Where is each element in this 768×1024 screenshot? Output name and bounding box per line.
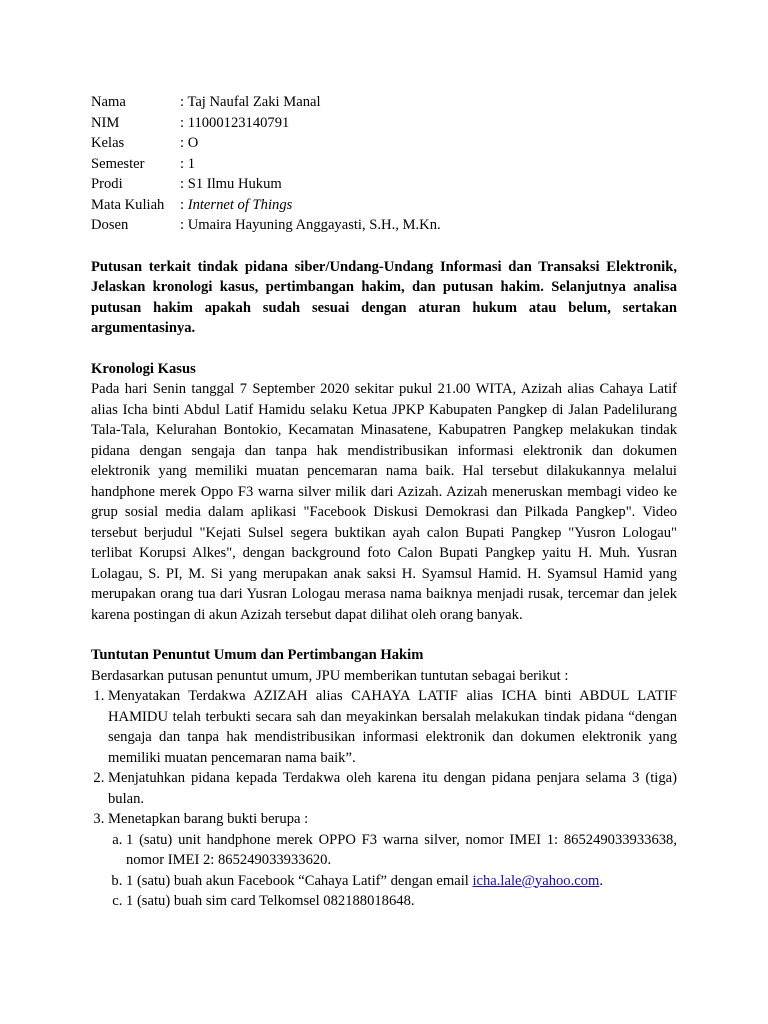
info-row-prodi	[91, 174, 677, 195]
info-value	[180, 195, 677, 216]
info-label: Nama	[91, 94, 126, 110]
info-row-mata-kuliah	[91, 195, 677, 216]
info-label: Mata Kuliah	[91, 196, 165, 213]
list-item: 1. Menyatakan Terdakwa AZIZAH alias CAHAYA LATIF alias ICHA binti ABDUL LATIF HAMIDU telah terbukti secara sah dan meyakinkan bersalah melakukan tindak pidana “dengan sengaja dan tanpa hak mendistribusikan informasi elektronik dan dokumen elektronik yang memiliki muatan pencemaran nama baik”.	[108, 686, 677, 768]
chronology-paragraph: Pada hari Senin tanggal 7 September 2020 sekitar pukul 21.00 WITA, Azizah alias Cahaya Latif alias Icha binti Abdul Latif Hamidu selaku Ketua JPKP Kabupaten Pangkep di Jalan Padelilurang Tala-Tala, Kelurahan Bontokio, Kecamatan Minasatene, Kabupatren Pangkep melakukan tindak pidana dengan sengaja dan tanpa hak mendistribusikan informasi elektronik dan dokumen elektronik yang memiliki muatan pencemaran nama baik. Hal tersebut dilakukannya melalui handphone merek Oppo F3 warna silver milik dari Azizah. Azizah meneruskan membagi video ke grup sosial media dalam aplikasi "Facebook Diskusi Demokrasi dan Pilkada Pangkep". Video tersebut berjudul "Kejati Sulsel segera buktikan ayah calon Bupati Pangkep "Yusron Lologau" terlibat Korupsi Alkes", dengan background foto Calon Bupati Pangkep yaitu H. Muh. Yusran Lolagau, S. PI, M. Si yang merupakan anak saksi H. Syamsul Hamid. H. Syamsul Hamid yang merupakan orang tua dari Yusran Lologau merasa nama baiknya menjadi rusak, tercemar dan jelek karena postingan di akun Azizah tersebut dapat dilihat oleh orang banyak.	[91, 381, 677, 623]
list-item-text: Menetapkan barang bukti berupa :	[108, 811, 309, 827]
info-label: Dosen	[91, 217, 129, 233]
info-label: Kelas	[91, 135, 125, 151]
info-value: : S1 Ilmu Hukum	[180, 176, 282, 192]
student-info-table	[91, 92, 677, 236]
info-label: NIM	[91, 114, 120, 131]
list-item: 2. Menjatuhkan pidana kepada Terdakwa oleh karena itu dengan pidana penjara selama 3 (tiga) bulan.	[108, 768, 677, 809]
info-value-prefix: :	[180, 196, 188, 213]
info-row-nama	[91, 92, 677, 113]
info-row-kelas	[91, 133, 677, 154]
info-value: : Umaira Hayuning Anggayasti, S.H., M.Kn.	[180, 217, 441, 233]
evidence-list	[108, 830, 677, 912]
evidence-item	[126, 871, 677, 892]
info-label: Prodi	[91, 176, 123, 192]
assignment-question: Putusan terkait tindak pidana siber/Undang-Undang Informasi dan Transaksi Elektronik, Jelaskan kronologi kasus, pertimbangan hakim, dan putusan hakim. Selanjutnya analisa putusan hakim apakah sudah sesuai dengan aturan hukum atau belum, sertakan argumentasinya.	[91, 258, 677, 336]
email-link[interactable]: icha.lale@yahoo.com	[472, 872, 600, 889]
info-value: : O	[180, 135, 199, 151]
evidence-item: a. 1 (satu) unit handphone merek OPPO F3 warna silver, nomor IMEI 1: 865249033933638, nomor IMEI 2: 865249033933620.	[126, 830, 677, 871]
info-label: Semester	[91, 155, 145, 172]
info-row-semester	[91, 154, 677, 175]
evidence-item: c. 1 (satu) buah sim card Telkomsel 082188018648.	[126, 891, 677, 912]
document-page	[91, 92, 677, 912]
course-name: Internet of Things	[187, 196, 293, 213]
info-value: : 11000123140791	[180, 114, 290, 131]
info-value: : Taj Naufal Zaki Manal	[180, 94, 321, 110]
demands-list	[91, 686, 677, 912]
chronology-heading: Kronologi Kasus	[91, 360, 196, 377]
info-value: : 1	[180, 155, 195, 172]
list-item	[108, 809, 677, 912]
evidence-text-end: .	[599, 872, 604, 889]
info-row-dosen	[91, 215, 677, 236]
demands-heading: Tuntutan Penuntut Umum dan Pertimbangan Hakim	[91, 647, 424, 663]
info-row-nim	[91, 113, 677, 134]
demands-intro: Berdasarkan putusan penuntut umum, JPU memberikan tuntutan sebagai berikut :	[91, 667, 569, 684]
evidence-text: 1 (satu) buah akun Facebook “Cahaya Latif” dengan email	[126, 872, 473, 889]
